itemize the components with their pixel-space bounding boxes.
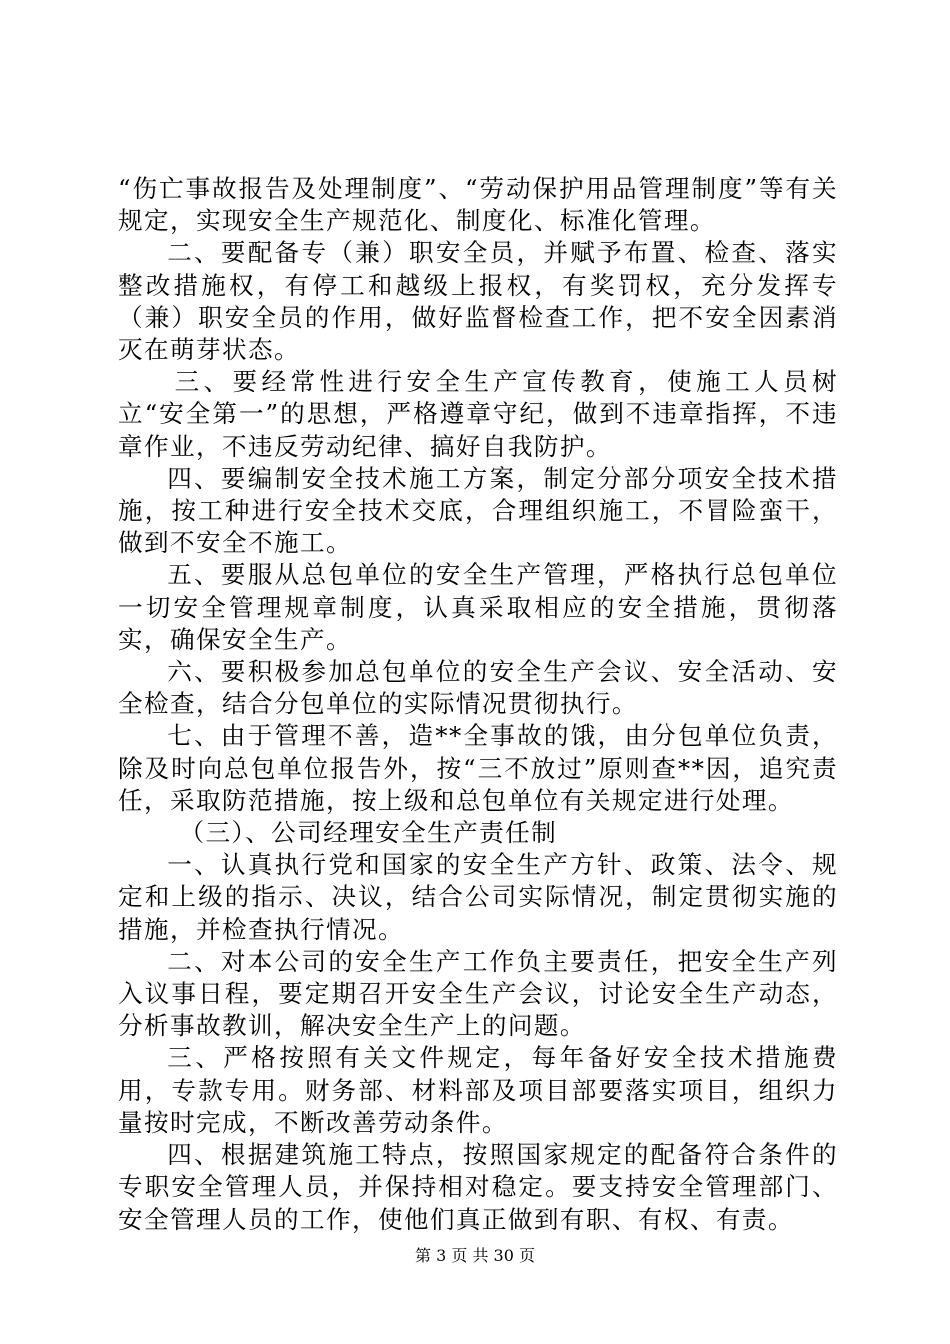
section-heading: （三）、公司经理安全生产责任制 — [179, 818, 558, 848]
paragraph: 五、要服从总包单位的安全生产管理，严格执行总包单位一切安全管理规章制度，认真采取相应的安全措施，贯彻落实，确保安全生产。 — [118, 560, 838, 654]
paragraph: 三、要经常性进行安全生产宣传教育，使施工人员树立“安全第一”的思想，严格遵章守纪，做到不违章指挥，不违章作业，不违反劳动纪律、搞好自我防护。 — [118, 367, 838, 461]
paragraph: 二、对本公司的安全生产工作负主要责任，把安全生产列入议事日程，要定期召开安全生产会议，讨论安全生产动态，分析事故教训，解决安全生产上的问题。 — [118, 946, 838, 1041]
paragraph: 一、认真执行党和国家的安全生产方针、政策、法令、规定和上级的指示、决议，结合公司实际情况，制定贯彻实施的措施，并检查执行情况。 — [118, 850, 838, 944]
paragraph: “伤亡事故报告及处理制度”、“劳动保护用品管理制度”等有关规定，实现安全生产规范化、制度化、标准化管理。 — [118, 174, 838, 236]
paragraph: 七、由于管理不善，造**全事故的饿，由分包单位负责，除及时向总包单位报告外，按“三不放过”原则查**因，追究责任，采取防范措施，按上级和总包单位有关规定进行处理。 — [118, 721, 838, 815]
document-body — [118, 173, 838, 1236]
paragraph: 二、要配备专（兼）职安全员，并赋予布置、检查、落实整改措施权，有停工和越级上报权，有奖罚权，充分发挥专（兼）职安全员的作用，做好监督检查工作，把不安全因素消灭在萌芽状态。 — [118, 238, 838, 365]
page-number-footer: 第 3 页 共 30 页 — [415, 1246, 535, 1265]
paragraph: 三、严格按照有关文件规定，每年备好安全技术措施费用，专款专用。财务部、材料部及项目部要落实项目，组织力量按时完成，不断改善劳动条件。 — [118, 1043, 838, 1137]
paragraph: 六、要积极参加总包单位的安全生产会议、安全活动、安全检查，结合分包单位的实际情况贯彻执行。 — [118, 657, 838, 719]
paragraph: 四、要编制安全技术施工方案，制定分部分项安全技术措施，按工种进行安全技术交底，合理组织施工，不冒险蛮干，做到不安全不施工。 — [118, 463, 838, 558]
paragraph: 四、根据建筑施工特点，按照国家规定的配备符合条件的专职安全管理人员，并保持相对稳定。要支持安全管理部门、安全管理人员的工作，使他们真正做到有职、有权、有责。 — [118, 1140, 838, 1234]
